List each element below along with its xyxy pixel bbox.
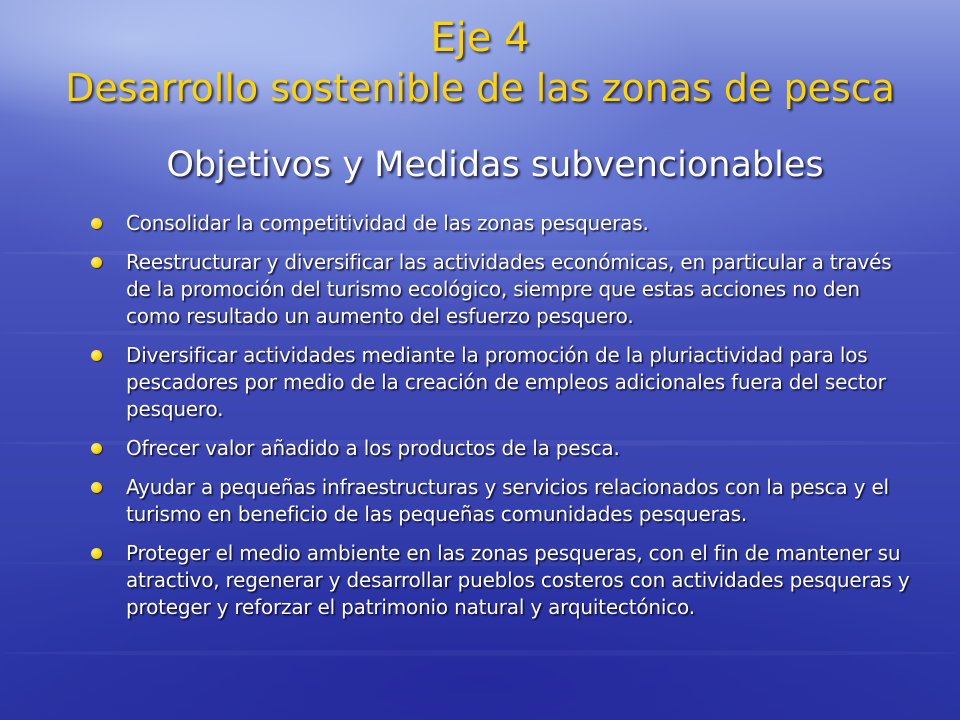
bullet-item: [88, 540, 918, 621]
bullet-dot-icon: [91, 482, 102, 493]
slide-title-line-1: Eje 4: [430, 15, 530, 61]
bullet-list: [88, 210, 918, 633]
bullet-item: [88, 342, 918, 423]
bullet-text: Reestructurar y diversificar las actividades económicas, en particular a través de la promoción del turismo ecológico, siempre que estas acciones no den como resultado un aumento del esfuerzo pesquero.: [126, 250, 892, 328]
bullet-text: Proteger el medio ambiente en las zonas pesqueras, con el fin de mantener su atractivo, regenerar y desarrollar pueblos costeros con actividades pesqueras y proteger y reforzar el patrimonio natural y arquitectónico.: [126, 541, 910, 619]
bullet-dot-icon: [91, 257, 102, 268]
bullet-dot-icon: [91, 548, 102, 559]
bullet-text: Ayudar a pequeñas infraestructuras y servicios relacionados con la pesca y el turismo en beneficio de las pequeñas comunidades pesqueras.: [126, 475, 889, 526]
bullet-item: [88, 249, 918, 330]
slide-subtitle: Objetivos y Medidas subvencionables: [166, 145, 824, 185]
bullet-item: [88, 474, 918, 528]
bullet-text: Ofrecer valor añadido a los productos de la pesca.: [126, 436, 620, 460]
bullet-item: [88, 210, 918, 237]
bullet-text: Consolidar la competitividad de las zonas pesqueras.: [126, 211, 649, 235]
bullet-dot-icon: [91, 350, 102, 361]
bullet-text: Diversificar actividades mediante la promoción de la pluriactividad para los pescadores por medio de la creación de empleos adicionales fuera del sector pesquero.: [126, 343, 886, 421]
bullet-item: [88, 435, 918, 462]
slide-title-line-2: Desarrollo sostenible de las zonas de pesca: [65, 66, 895, 110]
bullet-dot-icon: [91, 443, 102, 454]
water-ripple: [0, 650, 960, 656]
bullet-dot-icon: [91, 218, 102, 229]
